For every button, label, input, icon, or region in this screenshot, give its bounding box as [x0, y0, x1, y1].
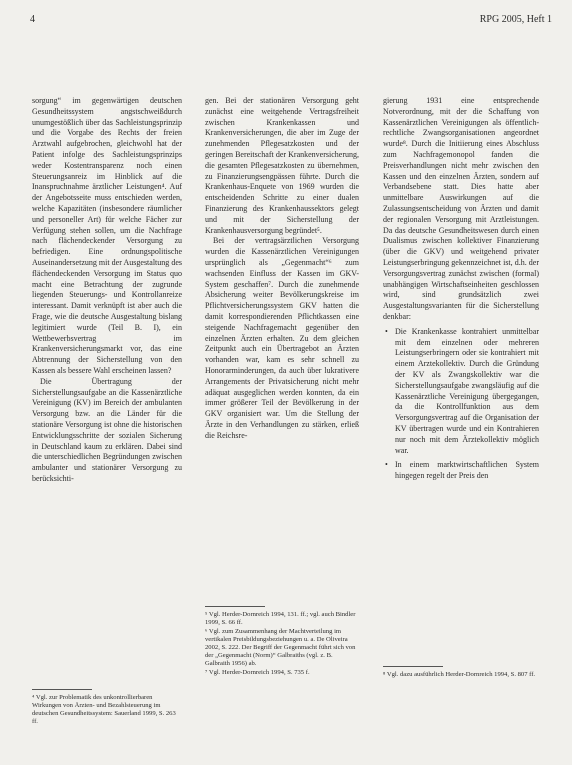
paragraph: Die Übertragung der Sicherstellungsaufgabe an die Kassenärztliche Vereinigung (KV) im Bereich der ambulanten Versorgung bzw. an die Länder für die stationäre Versorgung ist ohne die historischen Entwicklungsschritte der sozialen Sicherung in Deutschland kaum zu erklären. Dabei sind die unterschiedlichen Begründungen zwischen ambulanter und stationärer Versorgung zu berücksichti-: [32, 376, 182, 483]
footnote-divider: [32, 689, 92, 690]
paragraph: gierung 1931 eine entsprechende Notverordnung, mit der die Schaffung von Kassenärztlichen Vereinigungen als öffentlich-rechtliche Zwangsorganisationen angeordnet wurde⁸. Durch die Initiierung eines Abschluss zum Nachfragemonopol fanden die Preisverhandlungen nicht mehr zwischen den Kassen und den einzelnen Ärzten, sondern auf Verbandsebene statt. Dies hatte aber unmittelbare Auswirkungen auf die Zulassungsentscheidung von Ärzten und damit der regionalen Versorgung mit Arztleistungen. Da das deutsche Gesundheitswesen durch einen Dualismus zwischen kollektiver Finanzierung (über die GKV) und weitgehend privater Leistungserbringung gekennzeichnet ist, d.h. der Versorgungsvertrag zunächst zwischen (formal) unabhängigen Wirtschaftseinheiten geschlossen wird, sind grundsätzlich zwei Ausgestaltungsvarianten für die Sicherstellung denkbar:: [383, 96, 539, 321]
text-column-3: [383, 96, 539, 482]
footnote: ⁴ Vgl. zur Problematik des unkontrollierbaren Wirkungen von Ärzten- und Bezahlsteuerung im deutschen Gesundheitssystem: Sauerland 1999, S. 263 ff.: [32, 694, 176, 725]
page-number: 4: [30, 14, 35, 25]
footnote: ⁷ Vgl. Herder-Dornreich 1994, S. 735 f.: [205, 669, 310, 676]
footnote: ⁵ Vgl. Herder-Dornreich 1994, 131. ff.; vgl. auch Bindler 1999, S. 66 ff.: [205, 611, 356, 626]
list-item: • Die Krankenkasse kontrahiert unmittelbar mit dem einzelnen oder mehreren Leistungserbringern oder sie kontrahiert mit einem Arztekollektiv. Durch die Gründung der KV als Zwangskollektiv war die Sicherstellungsaufgabe zwangsläufig auf die Kassenärztliche Vereinigung übergegangen, da die Kontrollfunktion aus dem Versorgungsvertrag auf die Organisation der KV übertragen wurde und ein Kontrahieren nur noch mit dem Ärztekollektiv möglich war.: [383, 327, 539, 457]
footnotes-column-2: [205, 600, 359, 678]
paragraph: Bei der vertragsärztlichen Versorgung wurden die Kassenärztlichen Vereinigungen ursprünglich als „Gegenmacht“⁶ zum wachsenden Einfluss der Kassen im GKV-System geschaffen⁷. Durch die zunehmende Absicherung weiter Bevölkerungskreise im Pflichtversicherungssystem GKV hatten die damit korrespondierenden Pflichtkassen eine steigende Nachfragemacht gegenüber den einzelnen Ärzten erhalten. Zu dem gleichen Zeitpunkt auch ein Übertragebot an Ärzten vorhanden war, kam es sehr schnell zu Honorarminderungen, da auch über lukrativere Arrangements der Privatsicherung nicht mehr adäquat ausgeglichen werden konnten, da ein immer größerer Teil der Bevölkerung in der GKV organisiert war. Um die Stellung der Ärzte in den Verhandlungen zu stärken, erließ die Reichsre-: [205, 236, 359, 440]
paragraph: sorgung“ im gegenwärtigen deutschen Gesundheitssystem angstschweißdurch unumgestößlich über das Sachleistungsprinzip und die Vorgabe des Rechts der freien Arztwahl aufgebrochen, gleichwohl hat der Patient infolge des Sachleistungsprinzips weder Kostentransparenz noch einen Steuerungsanreiz im Hinblick auf die Inanspruchnahme ärztlicher Leistungen⁴. Auf der Angebotsseite muss entschieden werden, welche Kapazitäten (insbesondere räumlicher und personeller Art) für welche Fächer zur Verfügung stehen sollen, um die Nachfrage nach flächendeckender Versorgung zu befriedigen. Eine ordnungspolitische Auseinandersetzung mit der Ausgestaltung des flächendeckenden Versorgung im Status quo macht eine Betrachtung der zugrunde liegenden Steuerungs- und Kontrollanreize interessant. Damit verknüpft ist aber auch die Frage, wie die deutsche Ausgestaltung bislang legitimiert wurde (Teil B. I), ein Wettbewerbsvertrag im Krankenversicherungsmarkt vor, das eine Abtrennung der Sicherstellung von den Kassen als bessere Wahl erscheinen lassen?: [32, 96, 182, 375]
bullet-list: [383, 327, 539, 482]
list-item: • In einem marktwirtschaftlichen System hingegen regelt der Preis den: [383, 460, 539, 482]
footnotes-column-1: [32, 683, 182, 727]
footnotes-column-3: [383, 660, 539, 680]
footnote: ⁸ Vgl. dazu ausführlich Herder-Dornreich 1994, S. 807 ff.: [383, 671, 536, 678]
footnote-divider: [205, 606, 265, 607]
text-column-1: [32, 96, 182, 485]
journal-header: RPG 2005, Heft 1: [479, 14, 552, 25]
footnote-divider: [383, 666, 443, 667]
footnote: ⁶ Vgl. zum Zusammenhang der Machtverteilung im vertikalen Preisbildungsbeziehungen u. a. De Oliveira 2002, S. 222. Der Begriff der Gegenmacht führt sich von der „Gegenmacht (Norm)“ Galbraiths (vgl. z. B. Galbraith 1956) ab.: [205, 628, 356, 667]
paragraph: gen. Bei der stationären Versorgung geht zunächst eine weitgehende Vertragsfreiheit zwischen Krankenkassen und Krankenversicherungen, die aber im Zuge der zunehmenden Pflegesatzkosten und der geringen Bereitschaft der Krankenversicherung, die gesamten Pflegesatzkosten zu übernehmen, zu Finanzierungsengpässen führte. Durch die Krankenhaus-Enquete von 1969 wurden die entscheidenden Schritte zu einer dualen Finanzierung des Krankenhaussektors gelegt und mit der Sicherstellung der Krankenhausversorgung begründet⁵.: [205, 96, 359, 235]
text-column-2: [205, 96, 359, 442]
